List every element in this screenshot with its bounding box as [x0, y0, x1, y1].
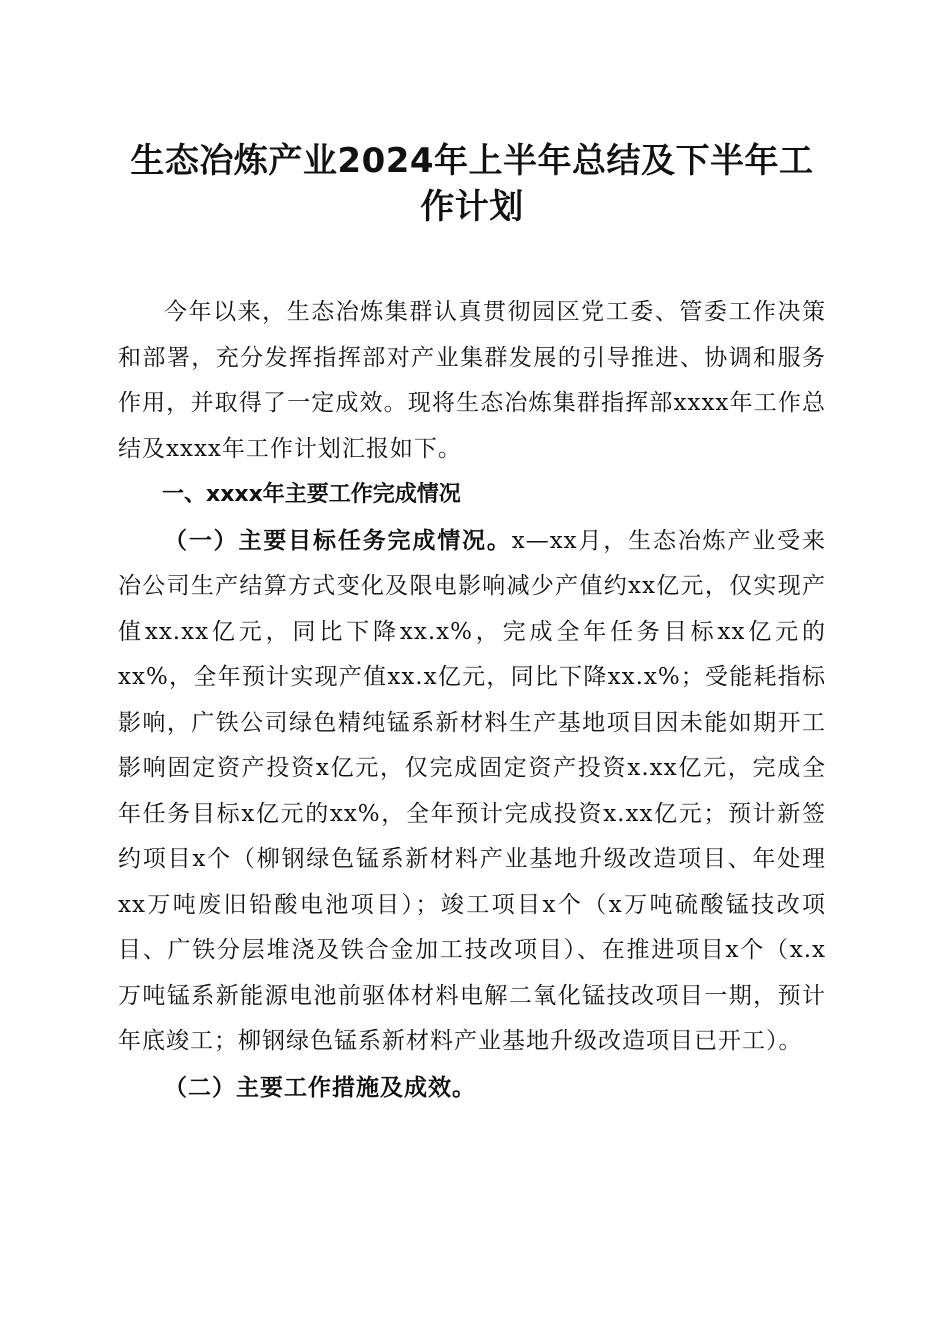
document-page	[118, 138, 826, 1111]
document-body	[118, 290, 826, 1111]
subsection-2-heading: （二）主要工作措施及成效。	[164, 1073, 476, 1101]
subsection-1-heading: （一）主要目标任务完成情况。	[164, 526, 512, 554]
section-heading-1: 一、xxxx年主要工作完成情况	[162, 482, 461, 507]
subsection-2-paragraph	[118, 1065, 826, 1112]
subsection-1-paragraph	[118, 518, 826, 1065]
subsection-1-body: x—xx月，生态冶炼产业受来冶公司生产结算方式变化及限电影响减少产值约xx亿元，仅实现产值xx.xx亿元，同比下降xx.x%，完成全年任务目标xx亿元的xx%，全年预计实现产值xx.x亿元，同比下降xx.x%；受能耗指标影响，广铁公司绿色精纯锰系新材料生产基地项目因未能如期开工影响固定资产投资x亿元，仅完成固定资产投资x.xx亿元，完成全年任务目标x亿元的xx%，全年预计完成投资x.xx亿元；预计新签约项目x个（柳钢绿色锰系新材料产业基地升级改造项目、年处理xx万吨废旧铅酸电池项目）；竣工项目x个（x万吨硫酸锰技改项目、广铁分层堆浇及铁合金加工技改项目）、在推进项目x个（x.x万吨锰系新能源电池前驱体材料电解二氧化锰技改项目一期，预计年底竣工；柳钢绿色锰系新材料产业基地升级改造项目已开工）。	[118, 527, 826, 1054]
document-title: 生态冶炼产业2024年上半年总结及下半年工作计划	[130, 141, 814, 227]
intro-paragraph: 今年以来，生态冶炼集群认真贯彻园区党工委、管委工作决策和部署，充分发挥指挥部对产业集群发展的引导推进、协调和服务作用，并取得了一定成效。现将生态冶炼集群指挥部xxxx年工作总结及xxxx年工作计划汇报如下。	[118, 299, 826, 462]
